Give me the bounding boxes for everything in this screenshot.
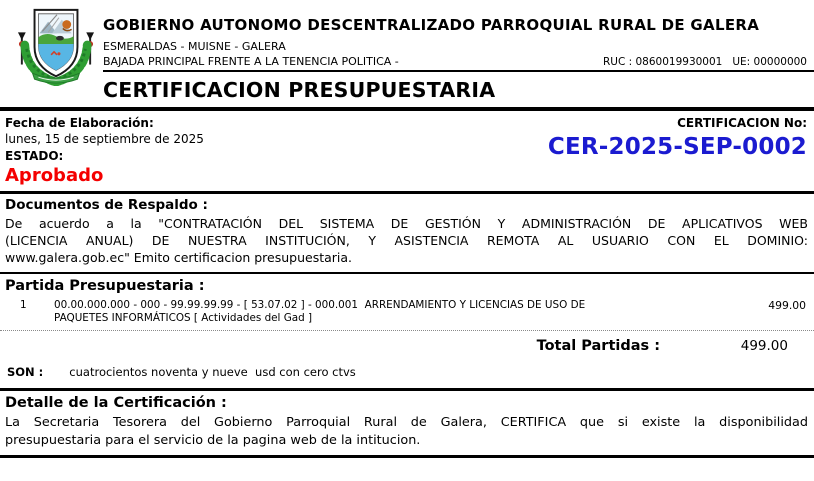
- row-index: 1: [20, 299, 27, 311]
- row-amount: 499.00: [768, 299, 806, 312]
- partida-heading: Partida Presupuestaria :: [5, 278, 205, 294]
- total-partidas-label: Total Partidas :: [536, 338, 660, 354]
- estado-label: ESTADO:: [5, 149, 64, 163]
- certification-no-value: CER-2025-SEP-0002: [547, 134, 807, 160]
- table-row: [0, 297, 814, 330]
- detalle-heading: Detalle de la Certificación :: [5, 395, 227, 411]
- row-description-line: 00.00.000.000 - 000 - 99.99.99.99 - [ 53.07.02 ] - 000.001 ARRENDAMIENTO Y LICENCIAS DE USO DE: [54, 299, 586, 311]
- son-label: SON :: [7, 365, 44, 379]
- address-ruc-row: [103, 54, 814, 72]
- estado-value: Aprobado: [5, 165, 104, 186]
- detalle-body-line: La Secretaria Tesorera del Gobierno Parroquial Rural de Galera, CERTIFICA que si existe la disponibilidad: [5, 415, 808, 430]
- org-location: ESMERALDAS - MUISNE - GALERA: [103, 40, 286, 53]
- documentos-body-line: (LICENCIA ANUAL) DE NUESTRA INSTITUCIÓN, Y ASISTENCIA REMOTA AL USUARIO CON EL DOMINIO:: [5, 233, 808, 248]
- info-right: [548, 116, 807, 187]
- galera-coat-of-arms-logo: [12, 6, 100, 86]
- total-row: [0, 331, 814, 355]
- detalle-body-line: presupuestaria para el servicio de la pagina web de la intitucion.: [5, 432, 421, 448]
- fecha-value: lunes, 15 de septiembre de 2025: [5, 132, 204, 146]
- info-left: [5, 116, 204, 187]
- amount-in-words-row: [0, 355, 814, 388]
- ruc-ue-line: RUC : 0860019930001 UE: 00000000: [602, 56, 807, 68]
- certification-no-label: CERTIFICACION No:: [677, 116, 807, 130]
- documentos-body-line: De acuerdo a la "CONTRATACIÓN DEL SISTEMA DE GESTIÓN Y ADMINISTRACIÓN DE APLICATIVOS WEB: [5, 216, 808, 231]
- org-address: BAJADA PRINCIPAL FRENTE A LA TENENCIA POLITICA -: [103, 55, 399, 68]
- org-name: GOBIERNO AUTONOMO DESCENTRALIZADO PARROQUIAL RURAL DE GALERA: [103, 16, 760, 34]
- header: [103, 0, 814, 72]
- documentos-section: [0, 194, 814, 272]
- coat-of-arms-icon: [12, 6, 100, 86]
- documentos-heading: Documentos de Respaldo :: [5, 197, 208, 213]
- documentos-body-line: www.galera.gob.ec" Emito certificacion presupuestaria.: [5, 250, 353, 265]
- info-band: [0, 111, 814, 191]
- row-description: [54, 299, 720, 325]
- row-description-line: PAQUETES INFORMÁTICOS [ Actividades del Gad ]: [54, 312, 313, 324]
- total-partidas-amount: 499.00: [740, 338, 788, 354]
- document-title: CERTIFICACION PRESUPUESTARIA: [103, 78, 496, 102]
- partida-section: [0, 274, 814, 388]
- detalle-section: [0, 391, 814, 455]
- divider: [0, 455, 814, 458]
- fecha-label: Fecha de Elaboración:: [5, 116, 154, 130]
- son-value: cuatrocientos noventa y nueve usd con cero ctvs: [69, 365, 356, 379]
